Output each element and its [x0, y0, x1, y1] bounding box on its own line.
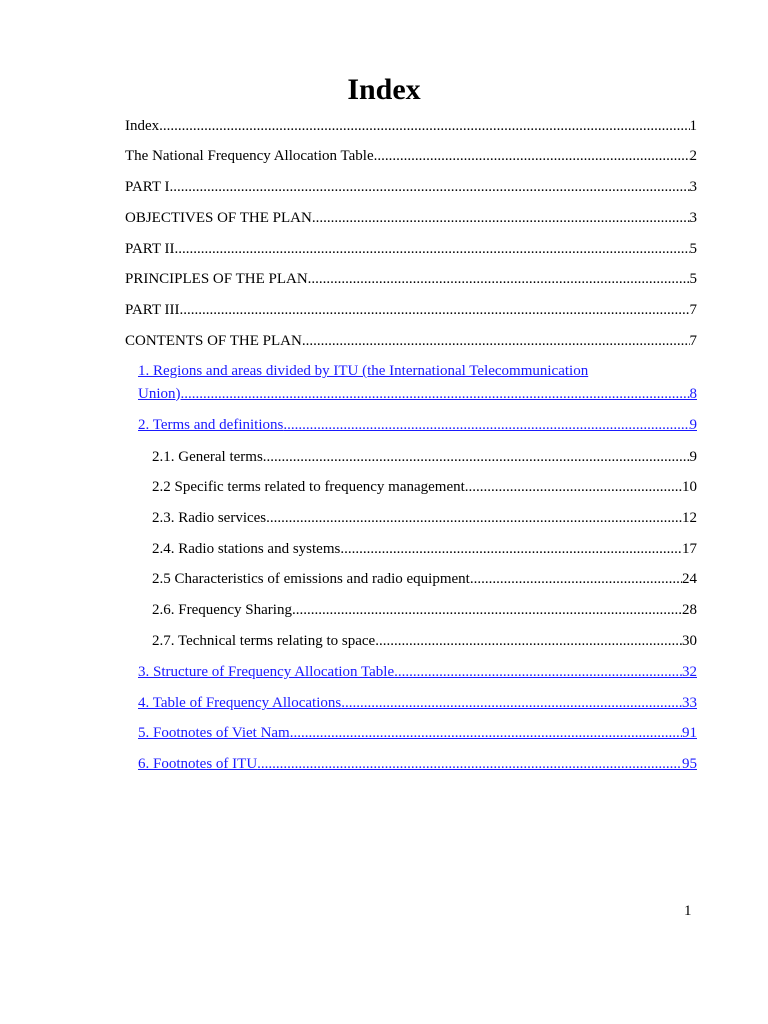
- toc-leader-dots: [340, 540, 682, 558]
- toc-leader-dots: [159, 117, 689, 135]
- toc-entry-national-frequency-allocation-table[interactable]: [125, 147, 697, 165]
- toc-entry-footnotes-itu[interactable]: [138, 755, 697, 773]
- toc-entry-label: 2.6. Frequency Sharing: [152, 602, 292, 618]
- toc-leader-dots: [283, 416, 689, 434]
- toc-entry-page: 24: [682, 571, 697, 587]
- toc-entry-label: PRINCIPLES OF THE PLAN: [125, 271, 308, 287]
- toc-entry-page: 9: [689, 417, 697, 433]
- toc-entry-page: 10: [682, 479, 697, 495]
- footer-page-number: 1: [684, 903, 692, 919]
- page-title: Index: [347, 73, 421, 106]
- toc-entry-footnotes-viet-nam[interactable]: [138, 724, 697, 742]
- toc-entry-label: PART II: [125, 241, 175, 257]
- toc-entry-page: 12: [682, 510, 697, 526]
- toc-entry-page: 1: [689, 118, 697, 134]
- toc-entry-label: Index: [125, 118, 160, 134]
- toc-leader-dots: [465, 478, 682, 496]
- toc-leader-dots: [170, 178, 690, 196]
- toc-entry-page: 8: [689, 386, 697, 402]
- toc-entry-label: 2.2 Specific terms related to frequency management: [152, 479, 465, 495]
- toc-entry-label: 2.3. Radio services: [152, 510, 267, 526]
- toc-entry-part-iii[interactable]: [125, 301, 697, 319]
- toc-entry-page: 9: [689, 449, 697, 465]
- toc-entry-structure[interactable]: [138, 663, 697, 681]
- toc-entry-page: 28: [682, 602, 697, 618]
- toc-leader-dots: [341, 694, 682, 712]
- toc-entry-label: The National Frequency Allocation Table: [125, 148, 374, 164]
- toc-leader-dots: [181, 385, 690, 403]
- toc-leader-dots: [375, 632, 682, 650]
- toc-entry-regions-line1[interactable]: 1. Regions and areas divided by ITU (the International Telecommunication: [138, 363, 589, 379]
- toc-entry-terms-definitions[interactable]: [138, 416, 697, 434]
- toc-entry-label: 6. Footnotes of ITU: [138, 756, 258, 772]
- toc-entry-contents[interactable]: [125, 332, 697, 350]
- toc-entry-label: 2.1. General terms: [152, 449, 263, 465]
- toc-entry-page: 32: [682, 664, 697, 680]
- toc-entry-page: 7: [689, 333, 697, 349]
- toc-entry-label: OBJECTIVES OF THE PLAN: [125, 210, 312, 226]
- toc-entry-page: 91: [682, 725, 697, 741]
- toc-entry-page: 7: [689, 302, 697, 318]
- toc-entry-label: 2.7. Technical terms relating to space: [152, 633, 376, 649]
- toc-entry-page: 5: [689, 271, 697, 287]
- toc-entry-regions[interactable]: [138, 385, 697, 403]
- toc-leader-dots: [257, 755, 682, 773]
- toc-entry-principles[interactable]: [125, 270, 697, 288]
- toc-leader-dots: [292, 601, 682, 619]
- toc-entry-radio-services[interactable]: [152, 509, 697, 527]
- toc-entry-label: 4. Table of Frequency Allocations: [138, 695, 342, 711]
- toc-entry-part-i[interactable]: [125, 178, 697, 196]
- toc-leader-dots: [175, 240, 690, 258]
- toc-entry-page: 3: [689, 179, 697, 195]
- toc-entry-label: CONTENTS OF THE PLAN: [125, 333, 302, 349]
- toc-leader-dots: [374, 147, 690, 165]
- toc-entry-table-allocations[interactable]: [138, 694, 697, 712]
- toc-entry-radio-stations[interactable]: [152, 540, 697, 558]
- toc-entry-page: 17: [682, 541, 697, 557]
- toc-entry-label: PART I: [125, 179, 170, 195]
- toc-entry-page: 95: [682, 756, 697, 772]
- toc-leader-dots: [394, 663, 682, 681]
- toc-entry-page: 5: [689, 241, 697, 257]
- toc-entry-emissions[interactable]: [152, 570, 697, 588]
- toc-entry-part-ii[interactable]: [125, 240, 697, 258]
- toc-entry-page: 2: [689, 148, 697, 164]
- toc-leader-dots: [290, 724, 682, 742]
- toc-entry-frequency-sharing[interactable]: [152, 601, 697, 619]
- toc-entry-general-terms[interactable]: [152, 448, 697, 466]
- toc-entry-page: 3: [689, 210, 697, 226]
- toc-entry-index[interactable]: [125, 117, 697, 135]
- toc-leader-dots: [312, 209, 690, 227]
- toc-entry-label: 2.4. Radio stations and systems: [152, 541, 341, 557]
- toc-entry-specific-terms[interactable]: [152, 478, 697, 496]
- toc-leader-dots: [470, 570, 682, 588]
- toc-entry-label: Union): [138, 386, 181, 402]
- toc-leader-dots: [302, 332, 690, 350]
- toc-entry-label: 3. Structure of Frequency Allocation Table: [138, 664, 395, 680]
- toc-leader-dots: [308, 270, 690, 288]
- toc-entry-page: 30: [682, 633, 697, 649]
- toc-entry-page: 33: [682, 695, 697, 711]
- toc-leader-dots: [180, 301, 690, 319]
- toc-entry-label: 2.5 Characteristics of emissions and radio equipment: [152, 571, 470, 587]
- toc-leader-dots: [263, 448, 690, 466]
- toc-entry-label: 5. Footnotes of Viet Nam: [138, 725, 290, 741]
- toc-entry-technical-terms-space[interactable]: [152, 632, 697, 650]
- toc-leader-dots: [266, 509, 682, 527]
- toc-entry-label: 2. Terms and definitions: [138, 417, 284, 433]
- toc-entry-objectives[interactable]: [125, 209, 697, 227]
- toc-entry-label: PART III: [125, 302, 180, 318]
